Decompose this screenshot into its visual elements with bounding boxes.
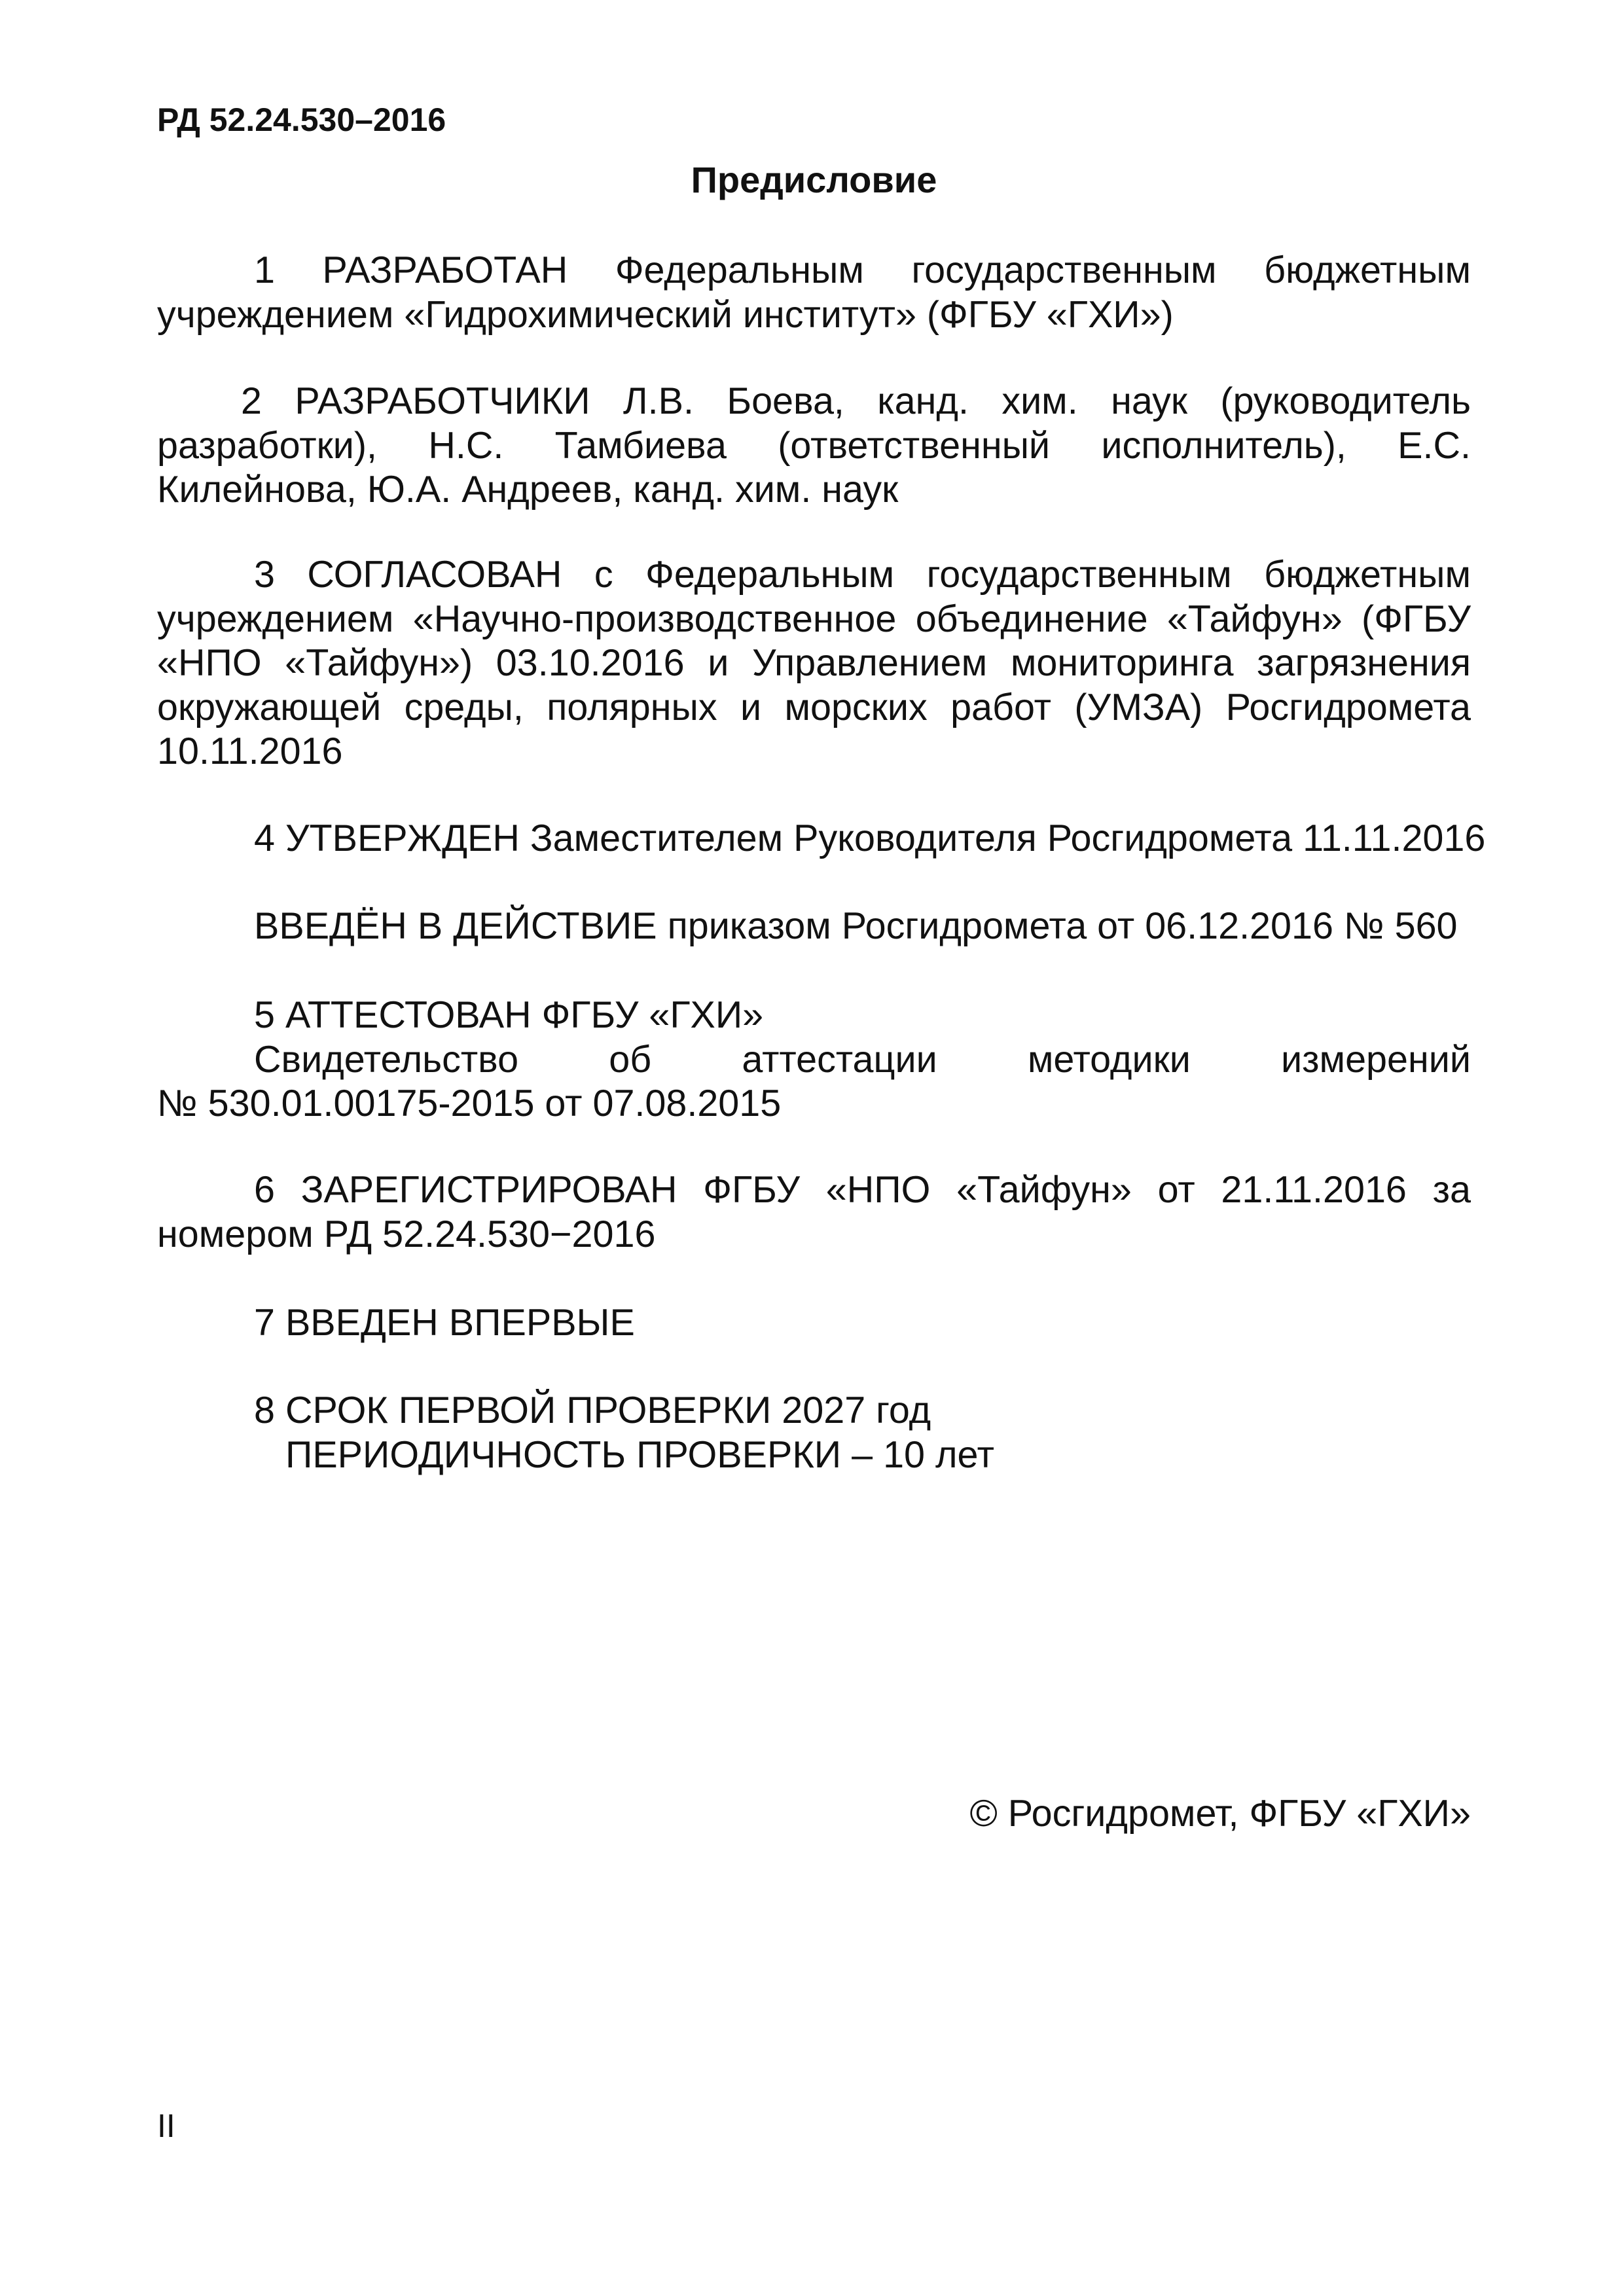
preface-item-8-line-2: ПЕРИОДИЧНОСТЬ ПРОВЕРКИ – 10 лет	[285, 1433, 994, 1476]
page-number: II	[157, 2108, 175, 2144]
preface-item-4: 4 УТВЕРЖДЕН Заместителем Руководителя Росгидромета 11.11.2016	[254, 817, 1486, 859]
preface-item-1: 1 РАЗРАБОТАН Федеральным государственным бюджетным учреждением «Гидрохимический институт» (ФГБУ «ГХИ»)	[157, 249, 1471, 336]
copyright-notice: © Росгидромет, ФГБУ «ГХИ»	[969, 1793, 1471, 1835]
page-title: Предисловие	[691, 159, 937, 200]
preface-item-7: 7 ВВЕДЕН ВПЕРВЫЕ	[254, 1302, 635, 1344]
preface-item-5-line-2: Свидетельство об аттестации методики измерений	[254, 1038, 1471, 1081]
preface-item-3: 3 СОГЛАСОВАН с Федеральным государственным бюджетным учреждением «Научно-производственное объединение «Тайфун» (ФГБУ «НПО «Тайфун») 03.10.2016 и Управлением мониторинга загрязнения окружающей среды, полярных и морских работ (УМЗА) Росгидромета 10.11.2016	[157, 554, 1471, 772]
preface-item-8-line-1: 8 СРОК ПЕРВОЙ ПРОВЕРКИ 2027 год	[254, 1390, 931, 1431]
preface-item-4-enactment: ВВЕДЁН В ДЕЙСТВИЕ приказом Росгидромета от 06.12.2016 № 560	[254, 905, 1458, 947]
preface-item-8	[157, 1389, 1471, 1477]
document-code: РД 52.24.530–2016	[157, 101, 446, 138]
preface-item-5-line-3: № 530.01.00175-2015 от 07.08.2015	[157, 1083, 782, 1124]
preface-item-5-line-1: 5 АТТЕСТОВАН ФГБУ «ГХИ»	[254, 994, 764, 1036]
preface-item-6: 6 ЗАРЕГИСТРИРОВАН ФГБУ «НПО «Тайфун» от 21.11.2016 за номером РД 52.24.530−2016	[157, 1169, 1471, 1255]
preface-item-2: 2 РАЗРАБОТЧИКИ Л.В. Боева, канд. хим. наук (руководитель разработки), Н.С. Тамбиева (ответственный исполнитель), Е.С. Килейнова, Ю.А. Андреев, канд. хим. наук	[157, 380, 1471, 511]
preface-item-5	[157, 994, 1471, 1126]
